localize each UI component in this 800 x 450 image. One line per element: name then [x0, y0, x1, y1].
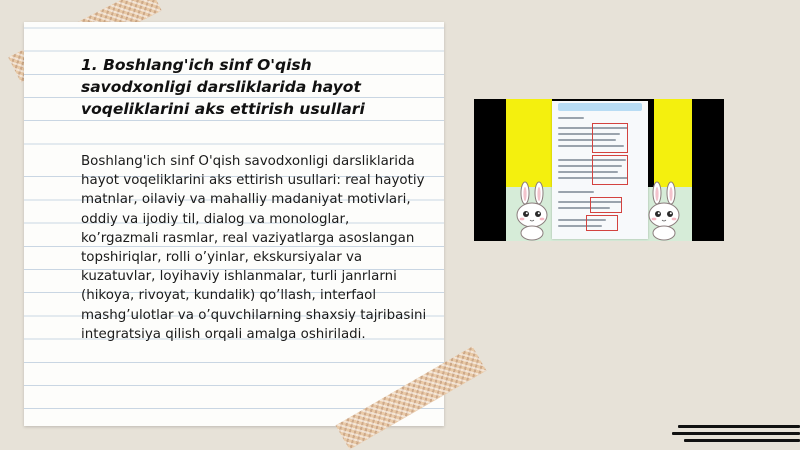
textbook-page-image	[474, 99, 724, 241]
decorative-line	[672, 432, 800, 435]
image-yellow-panel-left	[506, 99, 552, 187]
textbook-page-header	[558, 103, 642, 111]
highlight-box	[590, 197, 622, 213]
decorative-line	[684, 439, 800, 442]
slide-title: 1. Boshlang'ich sinf O'qish savodxonligi darsliklarida hayot voqeliklarini aks ettirish usullari	[81, 56, 365, 118]
decorative-lines	[672, 425, 800, 445]
bunny-illustration-left	[510, 181, 554, 241]
decorative-line	[678, 425, 800, 428]
bunny-illustration-right	[642, 181, 686, 241]
highlight-box	[592, 155, 628, 185]
image-yellow-panel-right	[654, 99, 692, 187]
text-line	[558, 117, 584, 119]
highlight-box	[586, 215, 618, 231]
highlight-box	[592, 123, 628, 153]
slide-body-text: Boshlang'ich sinf O'qish savodxonligi darsliklarida hayot voqeliklarini aks ettirish usullari: real hayotiy matnlar, oilaviy va mahalliy madaniyat motivlari, oddiy va ijodiy til, dialog va monologlar, ko’rgazmali rasmlar, real vaziyatlarga asoslangan topshiriqlar, rolli o’yinlar, ekskursiyalar va kuzatuvlar, loyihaviy ishlanmalar, turli janrlarni (hikoya, rivoyat, kundalik) qo’llash, interfaol mashg’ulotlar va o’quvchilarning shaxsiy tajribasini integratsiya qilish orqali amalga oshiriladi.	[81, 154, 427, 342]
textbook-page	[552, 101, 648, 239]
text-line	[558, 191, 594, 193]
